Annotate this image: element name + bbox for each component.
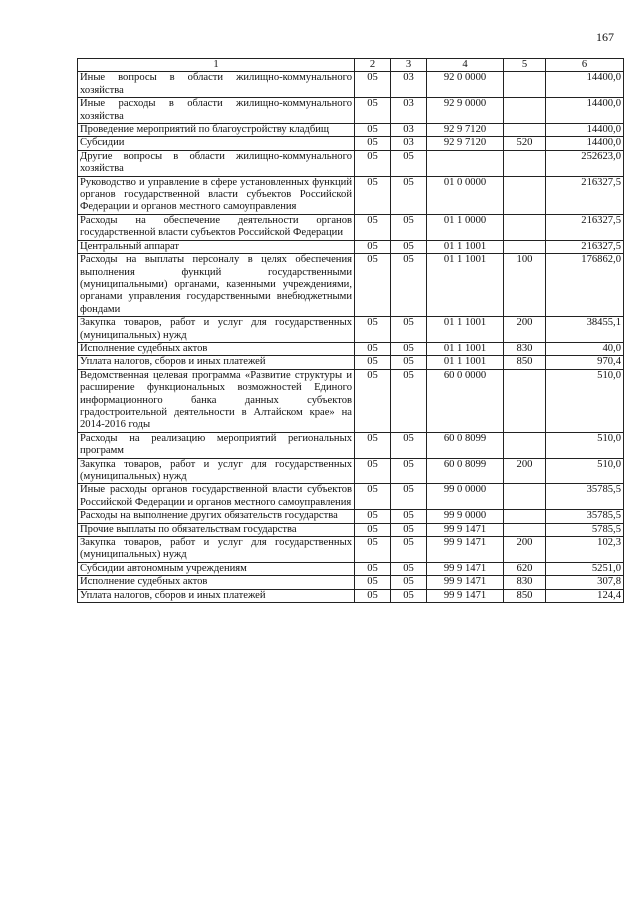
- row-section: 05: [355, 484, 391, 510]
- row-section: 05: [355, 369, 391, 432]
- row-subsection: 05: [391, 356, 427, 369]
- row-section: 05: [355, 150, 391, 176]
- table-row: [78, 369, 624, 432]
- row-amount: 510,0: [546, 458, 624, 484]
- row-target-article: 99 0 0000: [427, 484, 504, 510]
- row-section: 05: [355, 240, 391, 253]
- row-section: 05: [355, 510, 391, 523]
- row-name: Центральный аппарат: [78, 240, 355, 253]
- row-target-article: 01 1 1001: [427, 254, 504, 317]
- row-section: 05: [355, 458, 391, 484]
- row-target-article: 92 9 0000: [427, 98, 504, 124]
- row-subsection: 05: [391, 589, 427, 602]
- row-expense-type: 850: [504, 589, 546, 602]
- row-subsection: 05: [391, 240, 427, 253]
- row-amount: 14400,0: [546, 98, 624, 124]
- row-target-article: 01 0 0000: [427, 176, 504, 214]
- row-expense-type: [504, 523, 546, 536]
- row-name: Прочие выплаты по обязательствам государства: [78, 523, 355, 536]
- row-expense-type: [504, 214, 546, 240]
- row-target-article: 60 0 0000: [427, 369, 504, 432]
- table-row: [78, 589, 624, 602]
- row-name: Расходы на выполнение других обязательств государства: [78, 510, 355, 523]
- row-amount: 216327,5: [546, 176, 624, 214]
- row-expense-type: [504, 150, 546, 176]
- row-section: 05: [355, 214, 391, 240]
- row-expense-type: [504, 432, 546, 458]
- row-subsection: 05: [391, 214, 427, 240]
- row-name: Иные расходы органов государственной власти субъектов Российской Федерации и органов местного самоуправления: [78, 484, 355, 510]
- row-section: 05: [355, 254, 391, 317]
- column-header-6: 6: [546, 59, 624, 72]
- table-row: [78, 176, 624, 214]
- row-amount: 14400,0: [546, 124, 624, 137]
- row-target-article: 99 9 1471: [427, 562, 504, 575]
- row-expense-type: [504, 176, 546, 214]
- row-amount: 102,3: [546, 537, 624, 563]
- row-section: 05: [355, 576, 391, 589]
- row-subsection: 05: [391, 432, 427, 458]
- row-amount: 40,0: [546, 342, 624, 355]
- row-section: 05: [355, 356, 391, 369]
- row-target-article: 01 1 1001: [427, 317, 504, 343]
- row-expense-type: [504, 124, 546, 137]
- row-name: Субсидии автономным учреждениям: [78, 562, 355, 575]
- row-amount: 5785,5: [546, 523, 624, 536]
- row-section: 05: [355, 537, 391, 563]
- row-amount: 176862,0: [546, 254, 624, 317]
- row-subsection: 05: [391, 342, 427, 355]
- row-target-article: 01 1 0000: [427, 214, 504, 240]
- row-amount: 510,0: [546, 432, 624, 458]
- table-row: [78, 124, 624, 137]
- column-header-1: 1: [78, 59, 355, 72]
- row-subsection: 05: [391, 510, 427, 523]
- row-name: Иные вопросы в области жилищно-коммунального хозяйства: [78, 72, 355, 98]
- row-expense-type: [504, 510, 546, 523]
- row-target-article: 01 1 1001: [427, 240, 504, 253]
- row-expense-type: [504, 98, 546, 124]
- row-expense-type: [504, 240, 546, 253]
- row-subsection: 05: [391, 150, 427, 176]
- table-row: [78, 537, 624, 563]
- row-section: 05: [355, 176, 391, 214]
- row-target-article: 01 1 1001: [427, 356, 504, 369]
- row-target-article: 92 0 0000: [427, 72, 504, 98]
- row-subsection: 05: [391, 562, 427, 575]
- row-amount: 14400,0: [546, 72, 624, 98]
- row-expense-type: [504, 72, 546, 98]
- table-row: [78, 72, 624, 98]
- row-amount: 510,0: [546, 369, 624, 432]
- row-expense-type: 200: [504, 537, 546, 563]
- row-subsection: 03: [391, 137, 427, 150]
- row-target-article: 99 9 1471: [427, 576, 504, 589]
- row-expense-type: 200: [504, 317, 546, 343]
- row-name: Субсидии: [78, 137, 355, 150]
- row-target-article: 60 0 8099: [427, 432, 504, 458]
- column-header-2: 2: [355, 59, 391, 72]
- row-section: 05: [355, 432, 391, 458]
- column-header-5: 5: [504, 59, 546, 72]
- budget-table: [77, 58, 624, 603]
- row-section: 05: [355, 72, 391, 98]
- row-amount: 216327,5: [546, 240, 624, 253]
- table-row: [78, 523, 624, 536]
- row-subsection: 05: [391, 458, 427, 484]
- row-expense-type: 520: [504, 137, 546, 150]
- column-number-row: [78, 59, 624, 72]
- table-row: [78, 562, 624, 575]
- row-amount: 35785,5: [546, 510, 624, 523]
- table-row: [78, 510, 624, 523]
- row-subsection: 05: [391, 369, 427, 432]
- table-row: [78, 484, 624, 510]
- table-row: [78, 432, 624, 458]
- row-name: Иные расходы в области жилищно-коммунального хозяйства: [78, 98, 355, 124]
- row-section: 05: [355, 317, 391, 343]
- row-expense-type: 830: [504, 576, 546, 589]
- row-target-article: 99 9 1471: [427, 589, 504, 602]
- row-target-article: 92 9 7120: [427, 137, 504, 150]
- table-row: [78, 214, 624, 240]
- row-subsection: 03: [391, 72, 427, 98]
- row-subsection: 05: [391, 317, 427, 343]
- table-row: [78, 458, 624, 484]
- row-expense-type: [504, 369, 546, 432]
- row-name: Ведомственная целевая программа «Развитие структуры и расширение функциональных возможностей Единого информационного банка данных субъектов градостроительной деятельности в Алтайском крае» на 2014-2016 годы: [78, 369, 355, 432]
- row-name: Закупка товаров, работ и услуг для государственных (муниципальных) нужд: [78, 317, 355, 343]
- table-row: [78, 317, 624, 343]
- row-section: 05: [355, 589, 391, 602]
- row-amount: 216327,5: [546, 214, 624, 240]
- row-name: Руководство и управление в сфере установленных функций органов государственной власти субъектов Российской Федерации и органов местного самоуправления: [78, 176, 355, 214]
- page-number: 167: [596, 30, 614, 44]
- row-expense-type: 100: [504, 254, 546, 317]
- row-amount: 307,8: [546, 576, 624, 589]
- row-name: Исполнение судебных актов: [78, 576, 355, 589]
- row-target-article: 99 9 0000: [427, 510, 504, 523]
- table-row: [78, 98, 624, 124]
- row-amount: 14400,0: [546, 137, 624, 150]
- row-expense-type: 850: [504, 356, 546, 369]
- table-row: [78, 576, 624, 589]
- row-expense-type: 200: [504, 458, 546, 484]
- row-subsection: 05: [391, 576, 427, 589]
- row-amount: 38455,1: [546, 317, 624, 343]
- row-target-article: [427, 150, 504, 176]
- table-row: [78, 150, 624, 176]
- row-target-article: 99 9 1471: [427, 537, 504, 563]
- table-row: [78, 254, 624, 317]
- column-header-4: 4: [427, 59, 504, 72]
- row-name: Расходы на обеспечение деятельности органов государственной власти субъектов Российской Федерации: [78, 214, 355, 240]
- row-amount: 970,4: [546, 356, 624, 369]
- row-target-article: 01 1 1001: [427, 342, 504, 355]
- row-name: Расходы на выплаты персоналу в целях обеспечения выполнения функций государственными (муниципальными) органами, казенными учреждениями, органами управления государственными внебюджетными фондами: [78, 254, 355, 317]
- row-expense-type: [504, 484, 546, 510]
- row-name: Уплата налогов, сборов и иных платежей: [78, 589, 355, 602]
- row-subsection: 05: [391, 537, 427, 563]
- row-section: 05: [355, 523, 391, 536]
- row-amount: 35785,5: [546, 484, 624, 510]
- row-name: Другие вопросы в области жилищно-коммунального хозяйства: [78, 150, 355, 176]
- row-name: Закупка товаров, работ и услуг для государственных (муниципальных) нужд: [78, 458, 355, 484]
- row-name: Проведение мероприятий по благоустройству кладбищ: [78, 124, 355, 137]
- table-row: [78, 342, 624, 355]
- row-subsection: 05: [391, 484, 427, 510]
- row-expense-type: 620: [504, 562, 546, 575]
- row-target-article: 99 9 1471: [427, 523, 504, 536]
- row-section: 05: [355, 342, 391, 355]
- row-section: 05: [355, 98, 391, 124]
- row-name: Расходы на реализацию мероприятий региональных программ: [78, 432, 355, 458]
- row-section: 05: [355, 562, 391, 575]
- row-amount: 252623,0: [546, 150, 624, 176]
- row-expense-type: 830: [504, 342, 546, 355]
- table-row: [78, 137, 624, 150]
- row-amount: 124,4: [546, 589, 624, 602]
- row-subsection: 05: [391, 523, 427, 536]
- row-amount: 5251,0: [546, 562, 624, 575]
- table-row: [78, 356, 624, 369]
- row-name: Уплата налогов, сборов и иных платежей: [78, 356, 355, 369]
- row-target-article: 92 9 7120: [427, 124, 504, 137]
- row-name: Исполнение судебных актов: [78, 342, 355, 355]
- row-subsection: 03: [391, 124, 427, 137]
- row-target-article: 60 0 8099: [427, 458, 504, 484]
- table-row: [78, 240, 624, 253]
- column-header-3: 3: [391, 59, 427, 72]
- row-subsection: 05: [391, 176, 427, 214]
- row-name: Закупка товаров, работ и услуг для государственных (муниципальных) нужд: [78, 537, 355, 563]
- row-section: 05: [355, 124, 391, 137]
- row-subsection: 03: [391, 98, 427, 124]
- row-section: 05: [355, 137, 391, 150]
- row-subsection: 05: [391, 254, 427, 317]
